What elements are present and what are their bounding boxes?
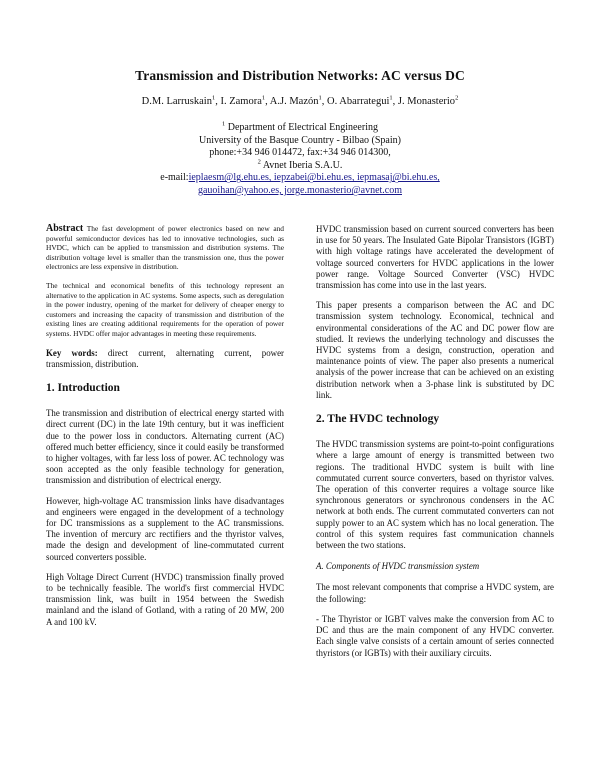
- paragraph: The HVDC transmission systems are point-to-point configurations where a large amount of energy is transmitted between two regions. The traditional HVDC system is built with line commutated current source converters, based on thyristor valves. The operation of this converter requires a voltage source like synchronous generators or synchronous condensers in the AC network at both ends. The current commutated converters can not supply power to an AC system which has no local generation. The control of this system requires fast communication channels between the two stations.: [316, 439, 554, 551]
- company: $^2$ Avnet Iberia S.A.U.: [257, 158, 343, 171]
- paragraph: High Voltage Direct Current (HVDC) transmission finally proved to be technically feasible. The world's first commercial HVDC transmission link, was built in 1954 between the Swedish mainland and the island of Gotland, with a rating of 20 MW, 200 A and 100 kV.: [46, 571, 284, 627]
- paragraph: - The Thyristor or IGBT valves make the conversion from AC to DC and thus are the main component of any HVDC converter. Each single valve consists of a certain amount of series connected thyristors (or IGBTs) with their auxiliary circuits.: [316, 613, 554, 658]
- email-line: e-mail:ieplaesm@lg.ehu.es, iepzabei@bi.ehu.es, iepmasaj@bi.ehu.es,: [160, 172, 440, 184]
- university: University of the Basque Country - Bilbao (Spain): [199, 134, 401, 146]
- department: $^1$ Department of Electrical Engineering: [222, 120, 378, 133]
- abstract: Abstract The fast development of power electronics based on new and powerful semiconductor devices has led to innovative technologies, such as HVDC, which can be applied to transmission and distribution systems. The distribution voltage level is smaller than the transmission one, thus the power electronics are less expensive in distribution.: [46, 223, 284, 272]
- author: O. Abarrategui$^1$,: [326, 94, 398, 107]
- paper-title: Transmission and Distribution Networks: AC versus DC: [135, 68, 465, 83]
- affiliation-block: [0, 122, 600, 198]
- author: I. Zamora$^1$,: [220, 94, 270, 107]
- email-link[interactable]: ieplaesm@lg.ehu.es, iepzabei@bi.ehu.es, iepmasaj@bi.ehu.es,: [188, 172, 440, 184]
- email-line: [0, 185, 600, 198]
- author-list: [0, 96, 600, 107]
- keywords: Key words: direct current, alternating current, power transmission, distribution.: [46, 347, 284, 369]
- section-heading: 2. The HVDC technology: [316, 413, 440, 426]
- paragraph: This paper presents a comparison between the AC and DC transmission system technology. Economical, technical and environmental considerations of the AC and DC power flow are studied. It reviews the underlying technology and discusses the HVDC systems from a design, construction, operation and maintenance points of view. The paper also presents a numerical analysis of the power increase that can be achieved on an existing distribution network when a 3-phase link is substituted by DC link.: [316, 300, 554, 400]
- left-column: [46, 224, 284, 637]
- author: J. Monasterio$^2$: [397, 94, 459, 107]
- author: D.M. Larruskain$^1$,: [141, 94, 221, 107]
- section-heading: 1. Introduction: [46, 381, 120, 394]
- paragraph: The most relevant components that comprise a HVDC system, are the following:: [316, 582, 554, 604]
- paragraph: HVDC transmission based on current sourced converters has been in use for 50 years. The Insulated Gate Bipolar Transistors (IGBT) with high voltage ratings have accelerated the development of voltage sourced converters for HVDC applications in the lower power range. Voltage Sourced Converter (VSC) HVDC transmission has come into use in the last years.: [316, 224, 554, 291]
- abstract-heading: Abstract: [46, 223, 84, 234]
- keywords-heading: Key words:: [46, 347, 98, 358]
- email-link[interactable]: gauoihan@yahoo.es, jorge.monasterio@avnet.com: [197, 184, 402, 196]
- phone-fax: phone:+34 946 014472, fax:+34 946 014300,: [209, 147, 391, 159]
- abstract-paragraph: The technical and economical benefits of this technology represent an alternative to the application in AC systems. Some aspects, such as deregulation in the power industry, opening of the market for delivery of cheaper energy to customers and increasing the capacity of transmission and distribution of the existing lines are creating additional requirements for the operation of power systems. HVDC offer major advantages in meeting these requirements.: [46, 280, 284, 338]
- paragraph: However, high-voltage AC transmission links have disadvantages and engineers were engaged in the development of a technology for DC transmissions as a supplement to the AC transmissions. The invention of mercury arc rectifiers and the thyristor valves, made the design and development of line-commutated current sourced converters possible.: [46, 495, 284, 562]
- paragraph: The transmission and distribution of electrical energy started with direct current (DC) in the late 19th century, but it was inefficient due to the power loss in conductors. Alternating current (AC) offered much better efficiency, since it could easily be transformed to higher voltages, with far less loss of power. AC technology was soon accepted as the only feasible technology for generation, transmission and distribution of electrical energy.: [46, 408, 284, 486]
- subsection-heading: A. Components of HVDC transmission system: [316, 561, 480, 572]
- right-column: [316, 224, 554, 668]
- author: A.J. Mazón$^1$,: [269, 94, 327, 107]
